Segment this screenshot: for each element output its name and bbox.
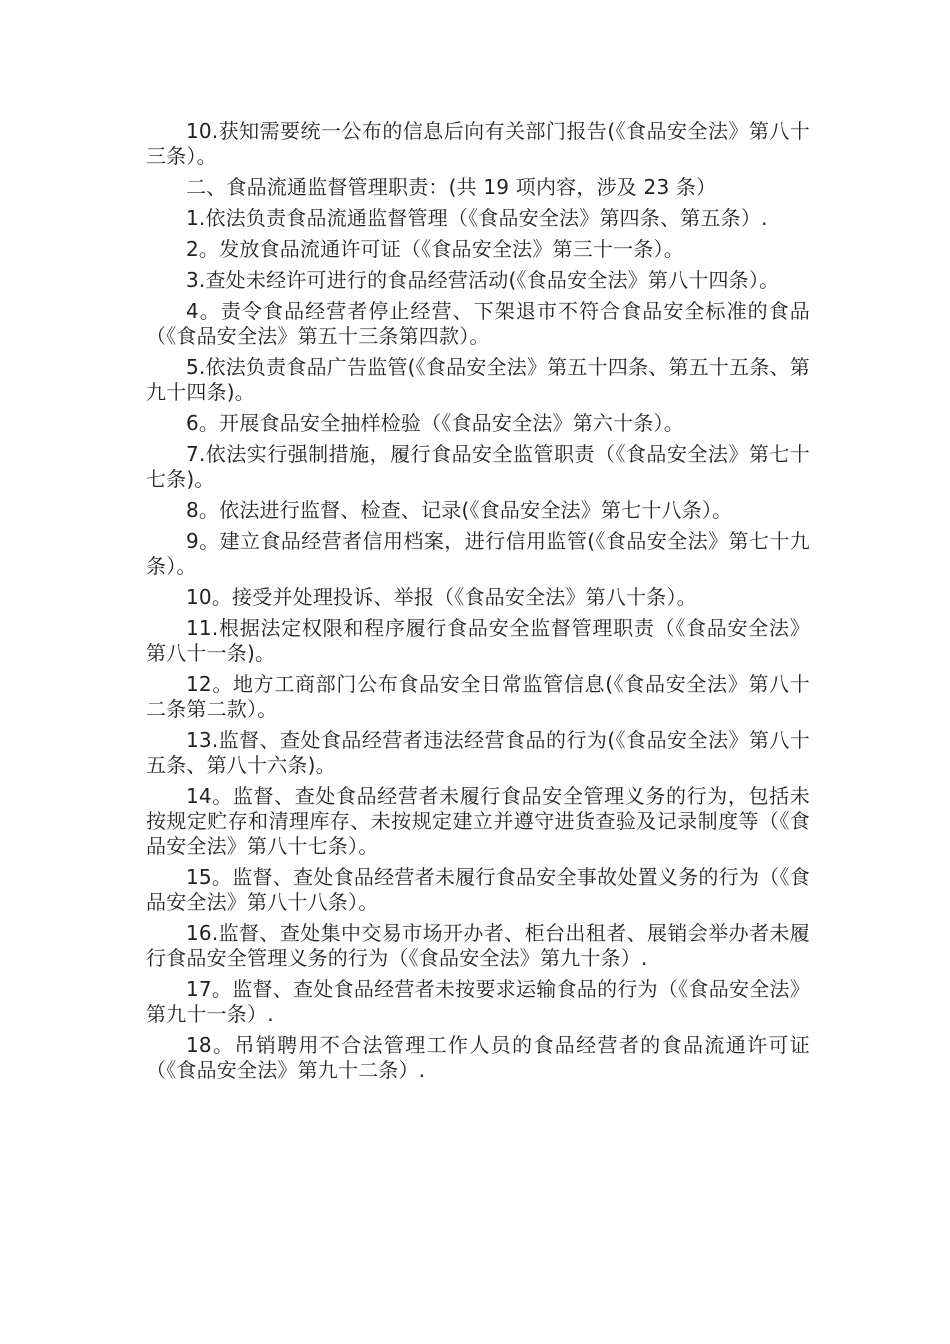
paragraph-item-15: 15。监督、查处食品经营者未履行食品安全事故处置义务的行为（《食品安全法》第八十八条）。: [146, 865, 810, 914]
paragraph-item-2: 2。发放食品流通许可证（《食品安全法》第三十一条）。: [186, 237, 684, 261]
paragraph-item-6: 6。开展食品安全抽样检验（《食品安全法》第六十条）。: [186, 411, 684, 435]
section-heading-circulation-duties: 二、食品流通监督管理职责：(共 19 项内容，涉及 23 条）: [186, 175, 717, 199]
paragraph-item-10-report: 10.获知需要统一公布的信息后向有关部门报告(《食品安全法》第八十三条）。: [146, 119, 810, 168]
paragraph-item-16: 16.监督、查处集中交易市场开办者、柜台出租者、展销会举办者未履行食品安全管理义务的行为（《食品安全法》第九十条）.: [146, 921, 810, 970]
paragraph-item-10: 10。接受并处理投诉、举报（《食品安全法》第八十条）。: [186, 585, 697, 609]
paragraph-item-7: 7.依法实行强制措施，履行食品安全监管职责（《食品安全法》第七十七条)。: [146, 442, 810, 491]
paragraph-item-4: 4。责令食品经营者停止经营、下架退市不符合食品安全标准的食品（《食品安全法》第五十三条第四款）。: [146, 299, 810, 348]
document-body: [146, 119, 810, 1089]
paragraph-item-13: 13.监督、查处食品经营者违法经营食品的行为(《食品安全法》第八十五条、第八十六条)。: [146, 728, 810, 777]
paragraph-item-3: 3.查处未经许可进行的食品经营活动(《食品安全法》第八十四条）。: [186, 268, 780, 292]
paragraph-item-12: 12。地方工商部门公布食品安全日常监管信息(《食品安全法》第八十二条第二款）。: [146, 672, 810, 721]
paragraph-item-5: 5.依法负责食品广告监管(《食品安全法》第五十四条、第五十五条、第九十四条)。: [146, 355, 810, 404]
paragraph-item-11: 11.根据法定权限和程序履行食品安全监督管理职责（《食品安全法》第八十一条)。: [146, 616, 810, 665]
paragraph-item-8: 8。依法进行监督、检查、记录(《食品安全法》第七十八条）。: [186, 498, 733, 522]
paragraph-item-9: 9。建立食品经营者信用档案，进行信用监管(《食品安全法》第七十九条）。: [146, 529, 810, 578]
paragraph-item-18: 18。吊销聘用不合法管理工作人员的食品经营者的食品流通许可证（《食品安全法》第九十二条）.: [146, 1033, 810, 1082]
paragraph-item-1: 1.依法负责食品流通监督管理（《食品安全法》第四条、第五条）.: [186, 206, 768, 230]
paragraph-item-14: 14。监督、查处食品经营者未履行食品安全管理义务的行为，包括未按规定贮存和清理库存、未按规定建立并遵守进货查验及记录制度等（《食品安全法》第八十七条）。: [146, 784, 810, 858]
paragraph-item-17: 17。监督、查处食品经营者未按要求运输食品的行为（《食品安全法》第九十一条）.: [146, 977, 810, 1026]
